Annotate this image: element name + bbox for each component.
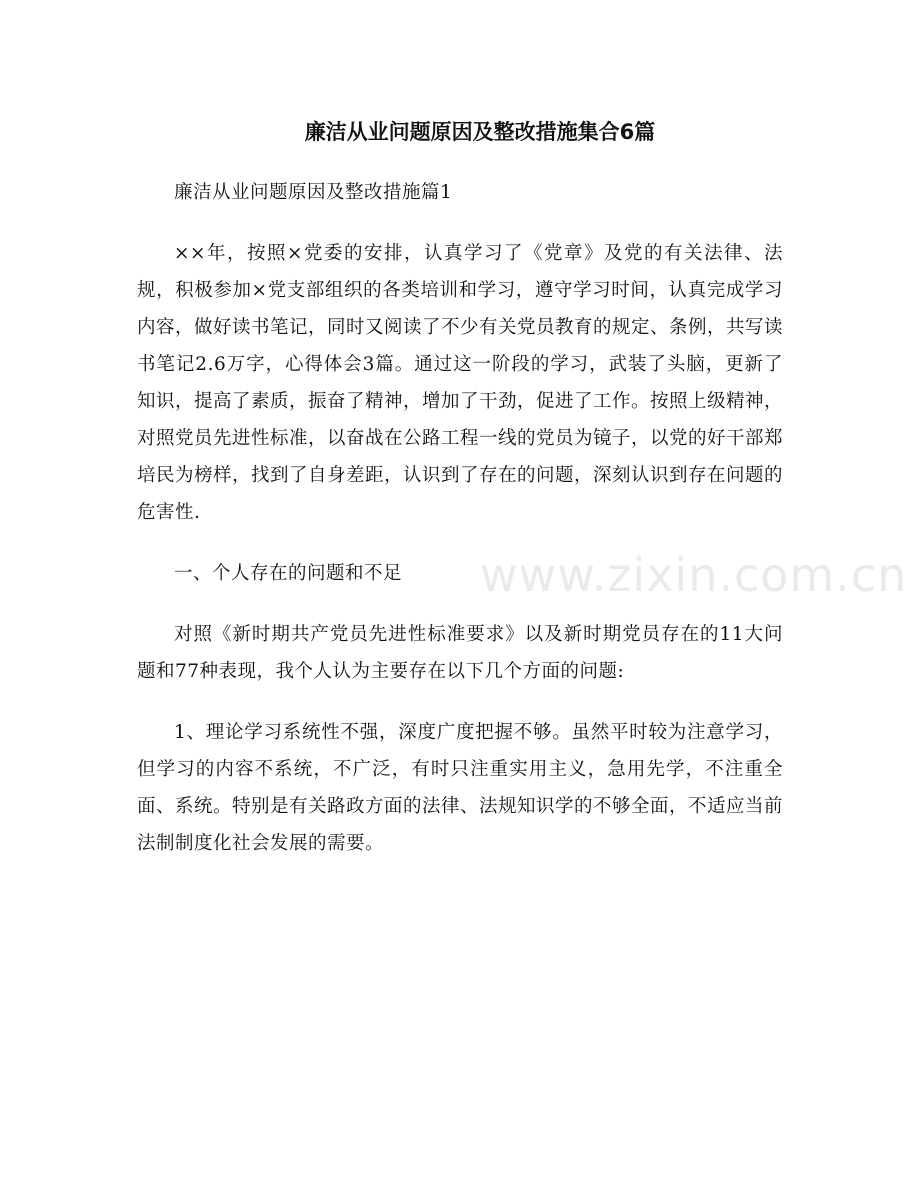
section-heading-problems: 一、个人存在的问题和不足: [174, 563, 403, 584]
paragraph-point-1: 1、理论学习系统性不强，深度广度把握不够。虽然平时较为注意学习，但学习的内容不系统，不广泛，有时只注重实用主义，急用先学，不注重全面、系统。特别是有关路政方面的法律、法规知识学的不够全面，不适应当前法制制度化社会发展的需要。: [137, 722, 784, 854]
watermark: www.zixin.com.cn: [480, 548, 908, 602]
document-body: [137, 112, 783, 886]
paragraph-standards: 对照《新时期共产党员先进性标准要求》以及新时期党员存在的11大问题和77种表现，我个人认为主要存在以下几个方面的问题:: [137, 624, 783, 682]
document-title: 廉洁从业问题原因及整改措施集合6篇: [304, 120, 656, 144]
article-subtitle: 廉洁从业问题原因及整改措施篇1: [174, 182, 453, 203]
paragraph-intro: ××年，按照×党委的安排，认真学习了《党章》及党的有关法律、法规，积极参加×党支部组织的各类培训和学习，遵守学习时间，认真完成学习内容，做好读书笔记，同时又阅读了不少有关党员教育的规定、条例，共写读书笔记2.6万字，心得体会3篇。通过这一阶段的学习，武装了头脑，更新了知识，提高了素质，振奋了精神，增加了干劲，促进了工作。按照上级精神，对照党员先进性标准，以奋战在公路工程一线的党员为镜子，以党的好干部郑培民为榜样，找到了自身差距，认识到了存在的问题，深刻认识到存在问题的危害性.: [137, 243, 784, 523]
